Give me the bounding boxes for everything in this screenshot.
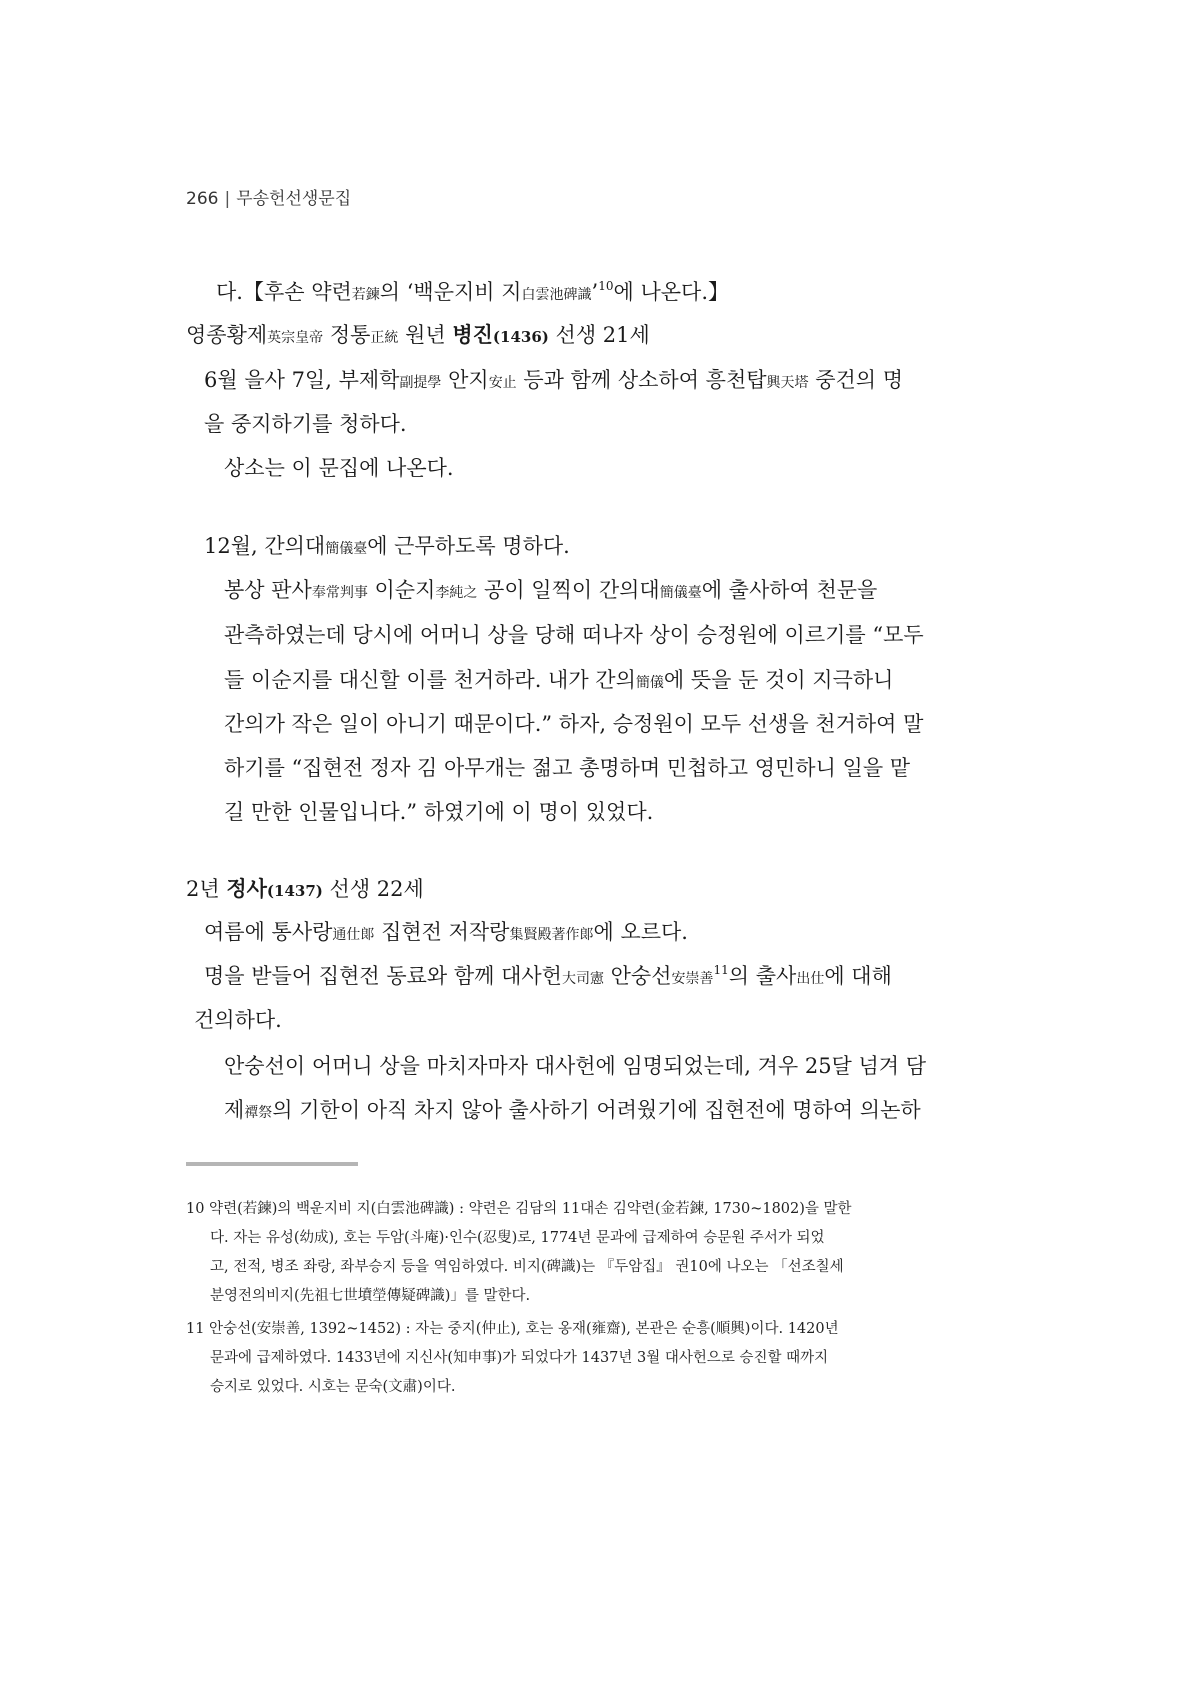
body-line: 길 만한 인물입니다.” 하였기에 이 명이 있었다. [224, 800, 654, 824]
book-title: 무송헌선생문집 [236, 189, 352, 209]
body-line: 을 중지하기를 청하다. [204, 412, 407, 436]
body-line: 안숭선이 어머니 상을 마치자마자 대사헌에 임명되었는데, 겨우 25달 넘겨 담 [224, 1054, 927, 1078]
footnote-11-line: 승지로 있었다. 시호는 문숙(文肅)이다. [210, 1379, 456, 1395]
body-line: 봉상 판사奉常判事 이순지李純之 공이 일찍이 간의대簡儀臺에 출사하여 천문을 [224, 578, 878, 602]
footnote-ref-11: 11 [713, 963, 729, 977]
year-heading: 2년 정사(1437) 선생 22세 [186, 876, 424, 901]
body-line: 12월, 간의대簡儀臺에 근무하도록 명하다. [204, 534, 570, 558]
footnote-ref-10: 10 [598, 279, 614, 293]
footnote-divider [186, 1162, 358, 1166]
footnote-10-line: 분영전의비지(先祖七世墳塋傳疑碑識)」를 말한다. [210, 1288, 531, 1304]
body-line: 관측하였는데 당시에 어머니 상을 당해 떠나자 상이 승정원에 이르기를 “모두 [224, 623, 924, 647]
body-line: 6월 을사 7일, 부제학副提學 안지安止 등과 함께 상소하여 흥천탑興天塔 중건의 명 [204, 368, 904, 392]
running-head [186, 184, 351, 209]
body-line: 건의하다. [194, 1008, 282, 1032]
body-line: 상소는 이 문집에 나온다. [224, 456, 454, 480]
footnote-10-line: 10 약련(若鍊)의 백운지비 지(白雲池碑識) : 약련은 김담의 11대손 김약련(金若鍊, 1730~1802)을 말한 [186, 1201, 852, 1217]
body-line: 여름에 통사랑通仕郞 집현전 저작랑集賢殿著作郞에 오르다. [204, 920, 688, 944]
header-separator: | [224, 189, 231, 209]
body-line: 다.【후손 약련若鍊의 ‘백운지비 지白雲池碑識’$^{10}$에 나온다.】 [216, 279, 729, 304]
footnote-10-line: 고, 전적, 병조 좌랑, 좌부승지 등을 역임하였다. 비지(碑識)는 『두암집』 권10에 나오는 「선조칠세 [210, 1259, 844, 1275]
footnote-10-line: 다. 자는 유성(幼成), 호는 두암(斗庵)·인수(忍叟)로, 1774년 문과에 급제하여 승문원 주서가 되었 [210, 1230, 825, 1246]
body-line: 제禫祭의 기한이 아직 차지 않아 출사하기 어려웠기에 집현전에 명하여 의논하 [224, 1098, 921, 1122]
body-line: 들 이순지를 대신할 이를 천거하라. 내가 간의簡儀에 뜻을 둔 것이 지극하니 [224, 668, 894, 692]
body-line: 하기를 “집현전 정자 김 아무개는 젊고 총명하며 민첩하고 영민하니 일을 맡 [224, 756, 911, 780]
footnote-11-line: 11 안숭선(安崇善, 1392~1452) : 자는 중지(仲止), 호는 옹재(雍齋), 본관은 순흥(順興)이다. 1420년 [186, 1321, 839, 1337]
body-line: 명을 받들어 집현전 동료와 함께 대사헌大司憲 안숭선安崇善$^{11}$의 출사出仕에 대해 [204, 963, 892, 988]
footnote-11-line: 문과에 급제하였다. 1433년에 지신사(知申事)가 되었다가 1437년 3월 대사헌으로 승진할 때까지 [210, 1350, 829, 1366]
body-line: 간의가 작은 일이 아니기 때문이다.” 하자, 승정원이 모두 선생을 천거하여 말 [224, 712, 924, 736]
year-heading: 영종황제英宗皇帝 정통正統 원년 병진(1436) 선생 21세 [186, 322, 650, 347]
page-number: 266 [186, 189, 219, 209]
